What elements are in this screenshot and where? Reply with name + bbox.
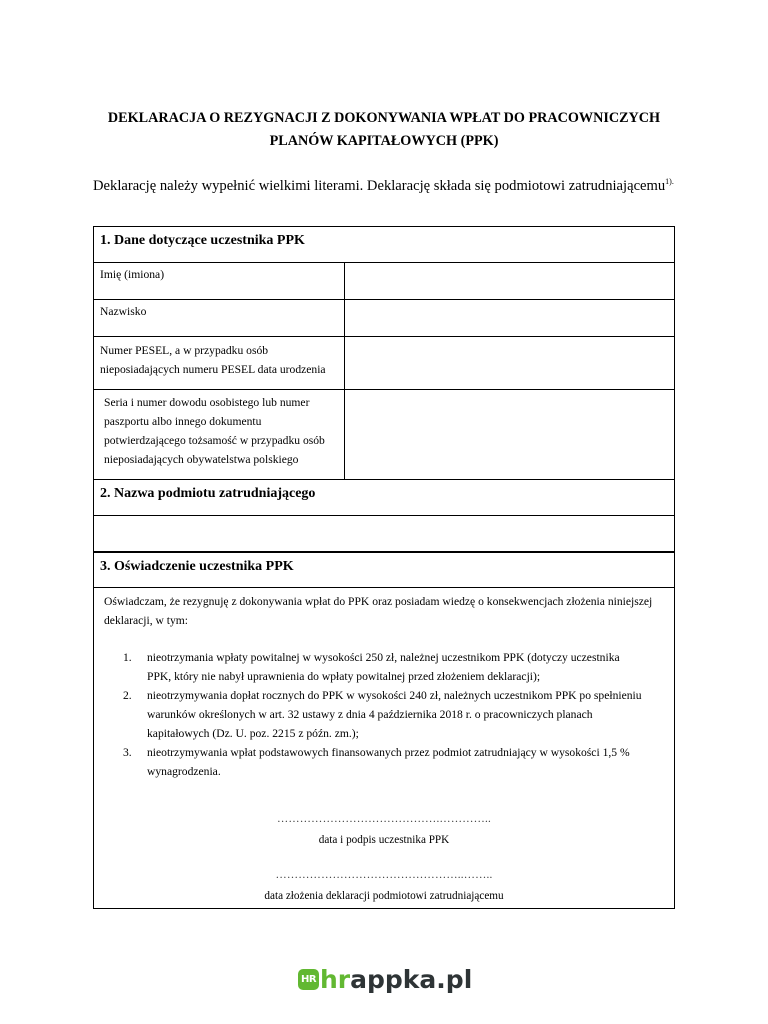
first-names-field[interactable]: [345, 263, 674, 299]
form-row-first-names: [94, 263, 674, 300]
list-item-number: 2.: [123, 689, 132, 702]
surname-field[interactable]: [345, 300, 674, 336]
declaration-form: [93, 226, 675, 909]
employer-name-field[interactable]: [94, 516, 674, 552]
surname-label: Nazwisko: [94, 300, 345, 336]
document-title: DEKLARACJA O REZYGNACJI Z DOKONYWANIA WPŁAT DO PRACOWNICZYCH PLANÓW KAPITAŁOWYCH (PPK): [107, 110, 661, 149]
signature-line-submission-date[interactable]: …………………………………………..……..: [275, 869, 493, 881]
list-item-text: nieotrzymania wpłaty powitalnej w wysokości 250 zł, należnej uczestnikom PPK (dotyczy uczestnika PPK, który nie nabył uprawnienia do wpłaty powitalnej przed złożeniem deklaracji);: [147, 651, 620, 683]
section3-heading: 3. Oświadczenie uczestnika PPK: [94, 552, 674, 588]
pesel-label: Numer PESEL, a w przypadku osób nieposiadających numeru PESEL data urodzenia: [94, 337, 345, 389]
list-item-number: 1.: [123, 651, 132, 664]
logo-text-appka: appka.pl: [350, 964, 473, 994]
first-names-label: Imię (imiona): [94, 263, 345, 299]
list-item: [104, 648, 664, 686]
signature-caption-participant: data i podpis uczestnika PPK: [318, 834, 450, 846]
list-item: [104, 743, 664, 781]
signature-block-participant: [94, 810, 674, 850]
logo-text-hr: hr: [320, 964, 351, 994]
statement-text: Oświadczam, że rezygnuję z dokonywania wpłat do PPK oraz posiadam wiedzę o konsekwencjach złożenia niniejszej deklaracji, w tym:: [104, 595, 653, 627]
id-document-field[interactable]: [345, 390, 674, 479]
form-row-surname: [94, 300, 674, 337]
instructions: [93, 177, 674, 195]
pesel-field[interactable]: [345, 337, 674, 389]
list-item-text: nieotrzymywania wpłat podstawowych finansowanych przez podmiot zatrudniający w wysokości 1,5 % wynagrodzenia.: [147, 746, 630, 778]
logo-badge-icon: HR: [298, 969, 319, 990]
id-document-label: Seria i numer dowodu osobistego lub numer paszportu albo innego dokumentu potwierdzającego tożsamość w przypadku osób nieposiadających obywatelstwa polskiego: [94, 390, 345, 479]
section2-heading: 2. Nazwa podmiotu zatrudniającego: [94, 480, 674, 516]
signature-line-participant[interactable]: …………………………………….…………..: [277, 813, 491, 825]
signature-block-submission-date: [94, 866, 674, 906]
statement-block: [94, 588, 674, 908]
form-row-pesel: [94, 337, 674, 390]
instructions-text: Deklarację należy wypełnić wielkimi literami. Deklarację składa się podmiotowi zatrudniającemu: [93, 178, 666, 194]
signature-caption-submission-date: data złożenia deklaracji podmiotowi zatrudniającemu: [264, 890, 504, 902]
list-item: [104, 686, 664, 743]
section1-heading: 1. Dane dotyczące uczestnika PPK: [94, 227, 674, 263]
list-item-text: nieotrzymywania dopłat rocznych do PPK w wysokości 240 zł, należnych uczestnikom PPK po spełnieniu warunków określonych w art. 32 ustawy z dnia 4 października 2018 r. o pracowniczych planach kapitałowych (Dz. U. poz. 2215 z późn. zm.);: [147, 689, 642, 740]
form-row-id-document: [94, 390, 674, 480]
hrappka-logo[interactable]: [298, 964, 472, 994]
consequences-list: [104, 648, 664, 781]
list-item-number: 3.: [123, 746, 132, 759]
footnote-ref: 1).: [665, 177, 674, 186]
